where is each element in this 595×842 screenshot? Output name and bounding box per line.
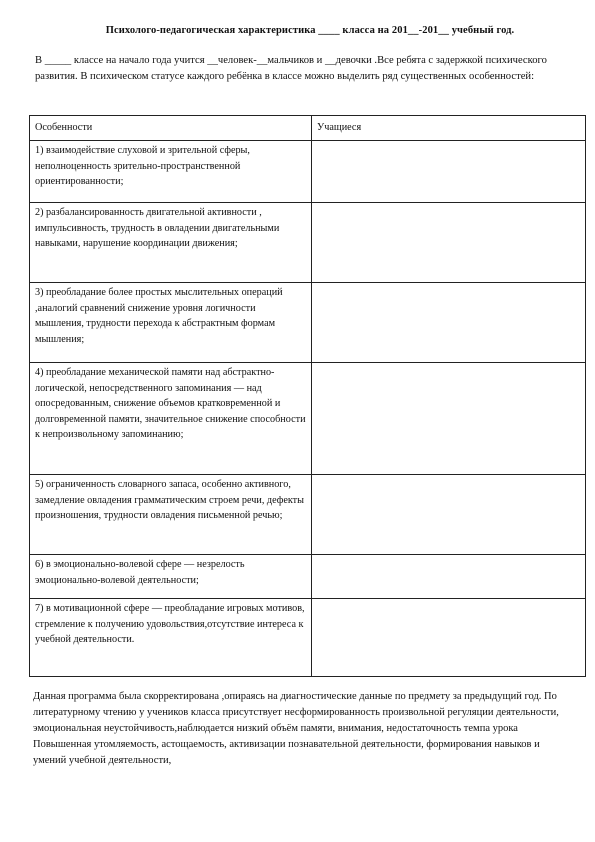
program-note-paragraph: Данная программа была скорректирована ,опираясь на диагностические данные по предмету за предыдущий год. По литературному чтению у учеников класса присутствует несформированность произвольной регуляции деятельности, эмоциональная неустойчивость,наблюдается низкий объём памяти, внимания, недостаточность темпа урока Повышенная утомляемость, астощаемость, активизации познавательной деятельности, формирования навыков и умений учебной деятельности, <box>33 691 559 766</box>
students-cell[interactable] <box>312 363 586 475</box>
header-features: Особенности <box>30 116 312 141</box>
table-header-row <box>30 116 586 141</box>
feature-cell: 4) преобладание механической памяти над абстрактно-логической, непосредственного запоминания — над опосредованным, снижение объемов кратковременной и долговременной памяти, значительное снижение способности к непроизвольному запоминанию; <box>30 363 312 475</box>
feature-cell: 7) в мотивационной сфере — преобладание игровых мотивов, стремление к получению удовольствия,отсутствие интереса к учебной деятельности. <box>30 599 312 677</box>
header-students: Учащиеся <box>312 116 586 141</box>
students-cell[interactable] <box>312 203 586 283</box>
table-row <box>30 599 586 677</box>
students-cell[interactable] <box>312 555 586 599</box>
table-row <box>30 555 586 599</box>
feature-cell: 2) разбалансированность двигательной активности , импульсивность, трудность в овладении двигательными навыками, нарушение координации движения; <box>30 203 312 283</box>
table-row <box>30 475 586 555</box>
feature-cell: 3) преобладание более простых мыслительных операций ,аналогий сравнений снижение уровня логичности мышления, трудности перехода к абстрактным формам мышления; <box>30 283 312 363</box>
feature-cell: 5) ограниченность словарного запаса, особенно активного, замедление овладения грамматическим строем речи, дефекты произношения, трудности овладения письменной речью; <box>30 475 312 555</box>
students-cell[interactable] <box>312 283 586 363</box>
students-cell[interactable] <box>312 599 586 677</box>
intro-paragraph: В _____ классе на начало года учится __человек-__мальчиков и __девочки .Все ребята с задержкой психического развития. В психическом статусе каждого ребёнка в классе можно выделить ряд существенных особенностей: <box>35 55 547 82</box>
students-cell[interactable] <box>312 141 586 203</box>
table-row <box>30 203 586 283</box>
feature-cell: 1) взаимодействие слуховой и зрительной сферы, неполноценность зрительно-пространственной ориентированности; <box>30 141 312 203</box>
table-row <box>30 363 586 475</box>
table-row <box>30 141 586 203</box>
document-title: Психолого-педагогическая характеристика ____ класса на 201__-201__ учебный год. <box>105 25 515 36</box>
table-row <box>30 283 586 363</box>
features-table <box>29 115 586 677</box>
students-cell[interactable] <box>312 475 586 555</box>
feature-cell: 6) в эмоционально-волевой сфере — незрелость эмоционально-волевой деятельности; <box>30 555 312 599</box>
